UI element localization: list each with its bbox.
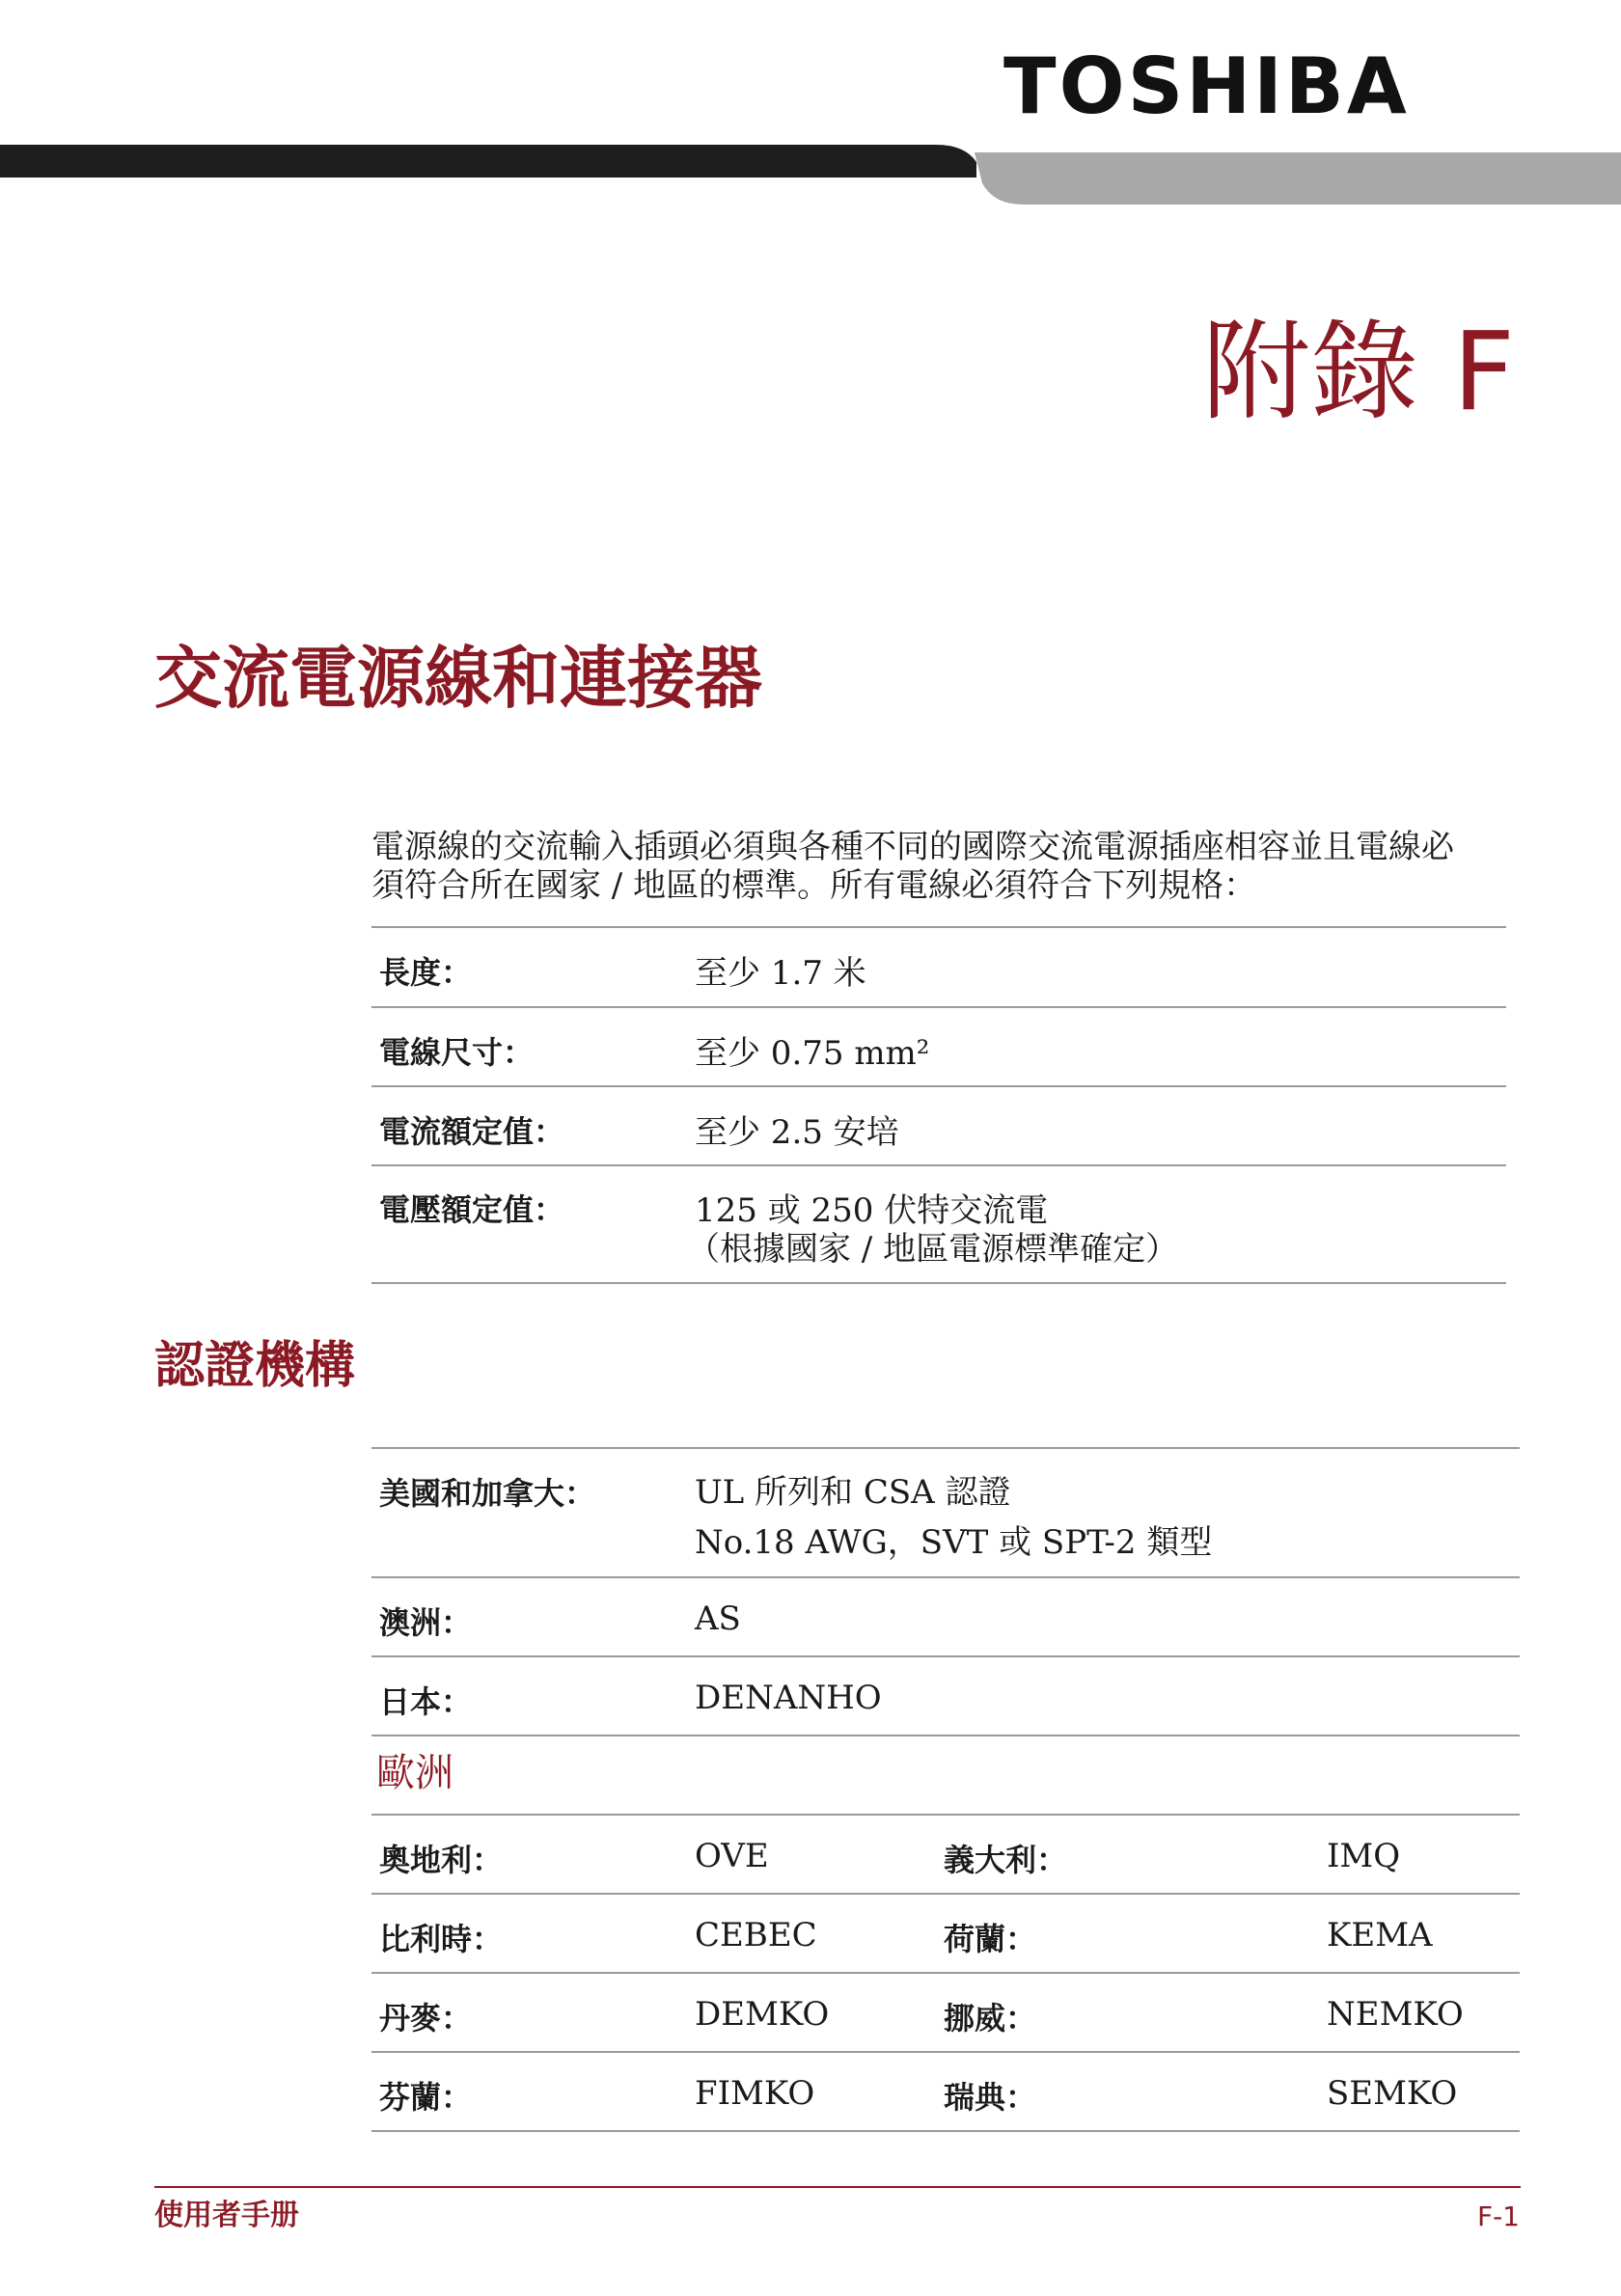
header-light-bar: [975, 152, 1621, 205]
cert-label-us-canada: 美國和加拿大：: [379, 1475, 596, 1512]
footer-rule: [154, 2186, 1521, 2188]
cert-value-us-canada: UL 所列和 CSA 認證: [695, 1473, 1011, 1512]
spec-value-current: 至少 2.5 安培: [695, 1113, 899, 1152]
europe-label-belgium: 比利時：: [379, 1921, 504, 1957]
spec-label-wire-size: 電線尺寸：: [379, 1034, 535, 1071]
europe-value-austria: OVE: [695, 1837, 769, 1875]
divider: [371, 1735, 1520, 1736]
spec-label-voltage: 電壓額定值：: [379, 1191, 565, 1228]
divider: [371, 1006, 1506, 1008]
divider: [371, 1447, 1520, 1449]
cert-title: 認證機構: [154, 1337, 356, 1395]
europe-label-netherlands: 荷蘭：: [944, 1921, 1037, 1957]
europe-heading: 歐洲: [376, 1751, 453, 1795]
spec-label-current: 電流額定值：: [379, 1113, 565, 1150]
intro-paragraph: [371, 828, 1529, 905]
appendix-title: 附錄 F: [1201, 310, 1515, 435]
europe-label-norway: 挪威：: [944, 2000, 1037, 2036]
cert-label-japan: 日本：: [379, 1683, 473, 1720]
intro-line-2: 須符合所在國家 / 地區的標準。所有電線必須符合下列規格：: [371, 866, 1257, 905]
divider: [371, 1164, 1506, 1166]
europe-value-finland: FIMKO: [695, 2074, 815, 2113]
europe-label-austria: 奧地利：: [379, 1842, 504, 1878]
divider: [371, 926, 1506, 928]
brand-logo: TOSHIBA: [1003, 41, 1410, 131]
divider: [371, 1085, 1506, 1087]
divider: [371, 1814, 1520, 1816]
europe-value-denmark: DEMKO: [695, 1995, 830, 2034]
divider: [371, 1655, 1520, 1657]
footer-page-number: F-1: [1476, 2200, 1520, 2232]
europe-label-sweden: 瑞典：: [944, 2079, 1037, 2116]
divider: [371, 1282, 1506, 1284]
spec-value-voltage: 125 或 250 伏特交流電: [695, 1191, 1049, 1230]
section-title: 交流電源線和連接器: [154, 639, 762, 718]
spec-value-wire-size: 至少 0.75 mm²: [695, 1034, 930, 1073]
europe-label-denmark: 丹麥：: [379, 2000, 473, 2036]
europe-value-belgium: CEBEC: [695, 1916, 817, 1954]
cert-value-japan: DENANHO: [695, 1679, 882, 1717]
spec-label-length: 長度：: [379, 954, 473, 991]
spec-value-voltage-note: （根據國家 / 地區電源標準確定）: [687, 1230, 1179, 1269]
divider: [371, 2051, 1520, 2053]
header-dark-bar: [0, 145, 976, 178]
divider: [371, 1893, 1520, 1895]
europe-value-sweden: SEMKO: [1327, 2074, 1458, 2113]
europe-value-norway: NEMKO: [1327, 1995, 1464, 2034]
cert-value-us-canada-type: No.18 AWG，SVT 或 SPT-2 類型: [695, 1523, 1213, 1562]
header-bars: [0, 135, 1621, 212]
cert-label-australia: 澳洲：: [379, 1604, 473, 1641]
divider: [371, 1972, 1520, 1974]
cert-value-australia: AS: [695, 1599, 741, 1638]
divider: [371, 1576, 1520, 1578]
intro-line-1: 電源線的交流輸入插頭必須與各種不同的國際交流電源插座相容並且電線必: [371, 828, 1454, 866]
footer-manual-title: 使用者手册: [154, 2199, 299, 2232]
europe-value-italy: IMQ: [1327, 1837, 1401, 1875]
europe-label-finland: 芬蘭：: [379, 2079, 473, 2116]
spec-value-length: 至少 1.7 米: [695, 954, 866, 993]
divider: [371, 2130, 1520, 2132]
europe-label-italy: 義大利：: [944, 1842, 1068, 1878]
europe-value-netherlands: KEMA: [1327, 1916, 1433, 1954]
